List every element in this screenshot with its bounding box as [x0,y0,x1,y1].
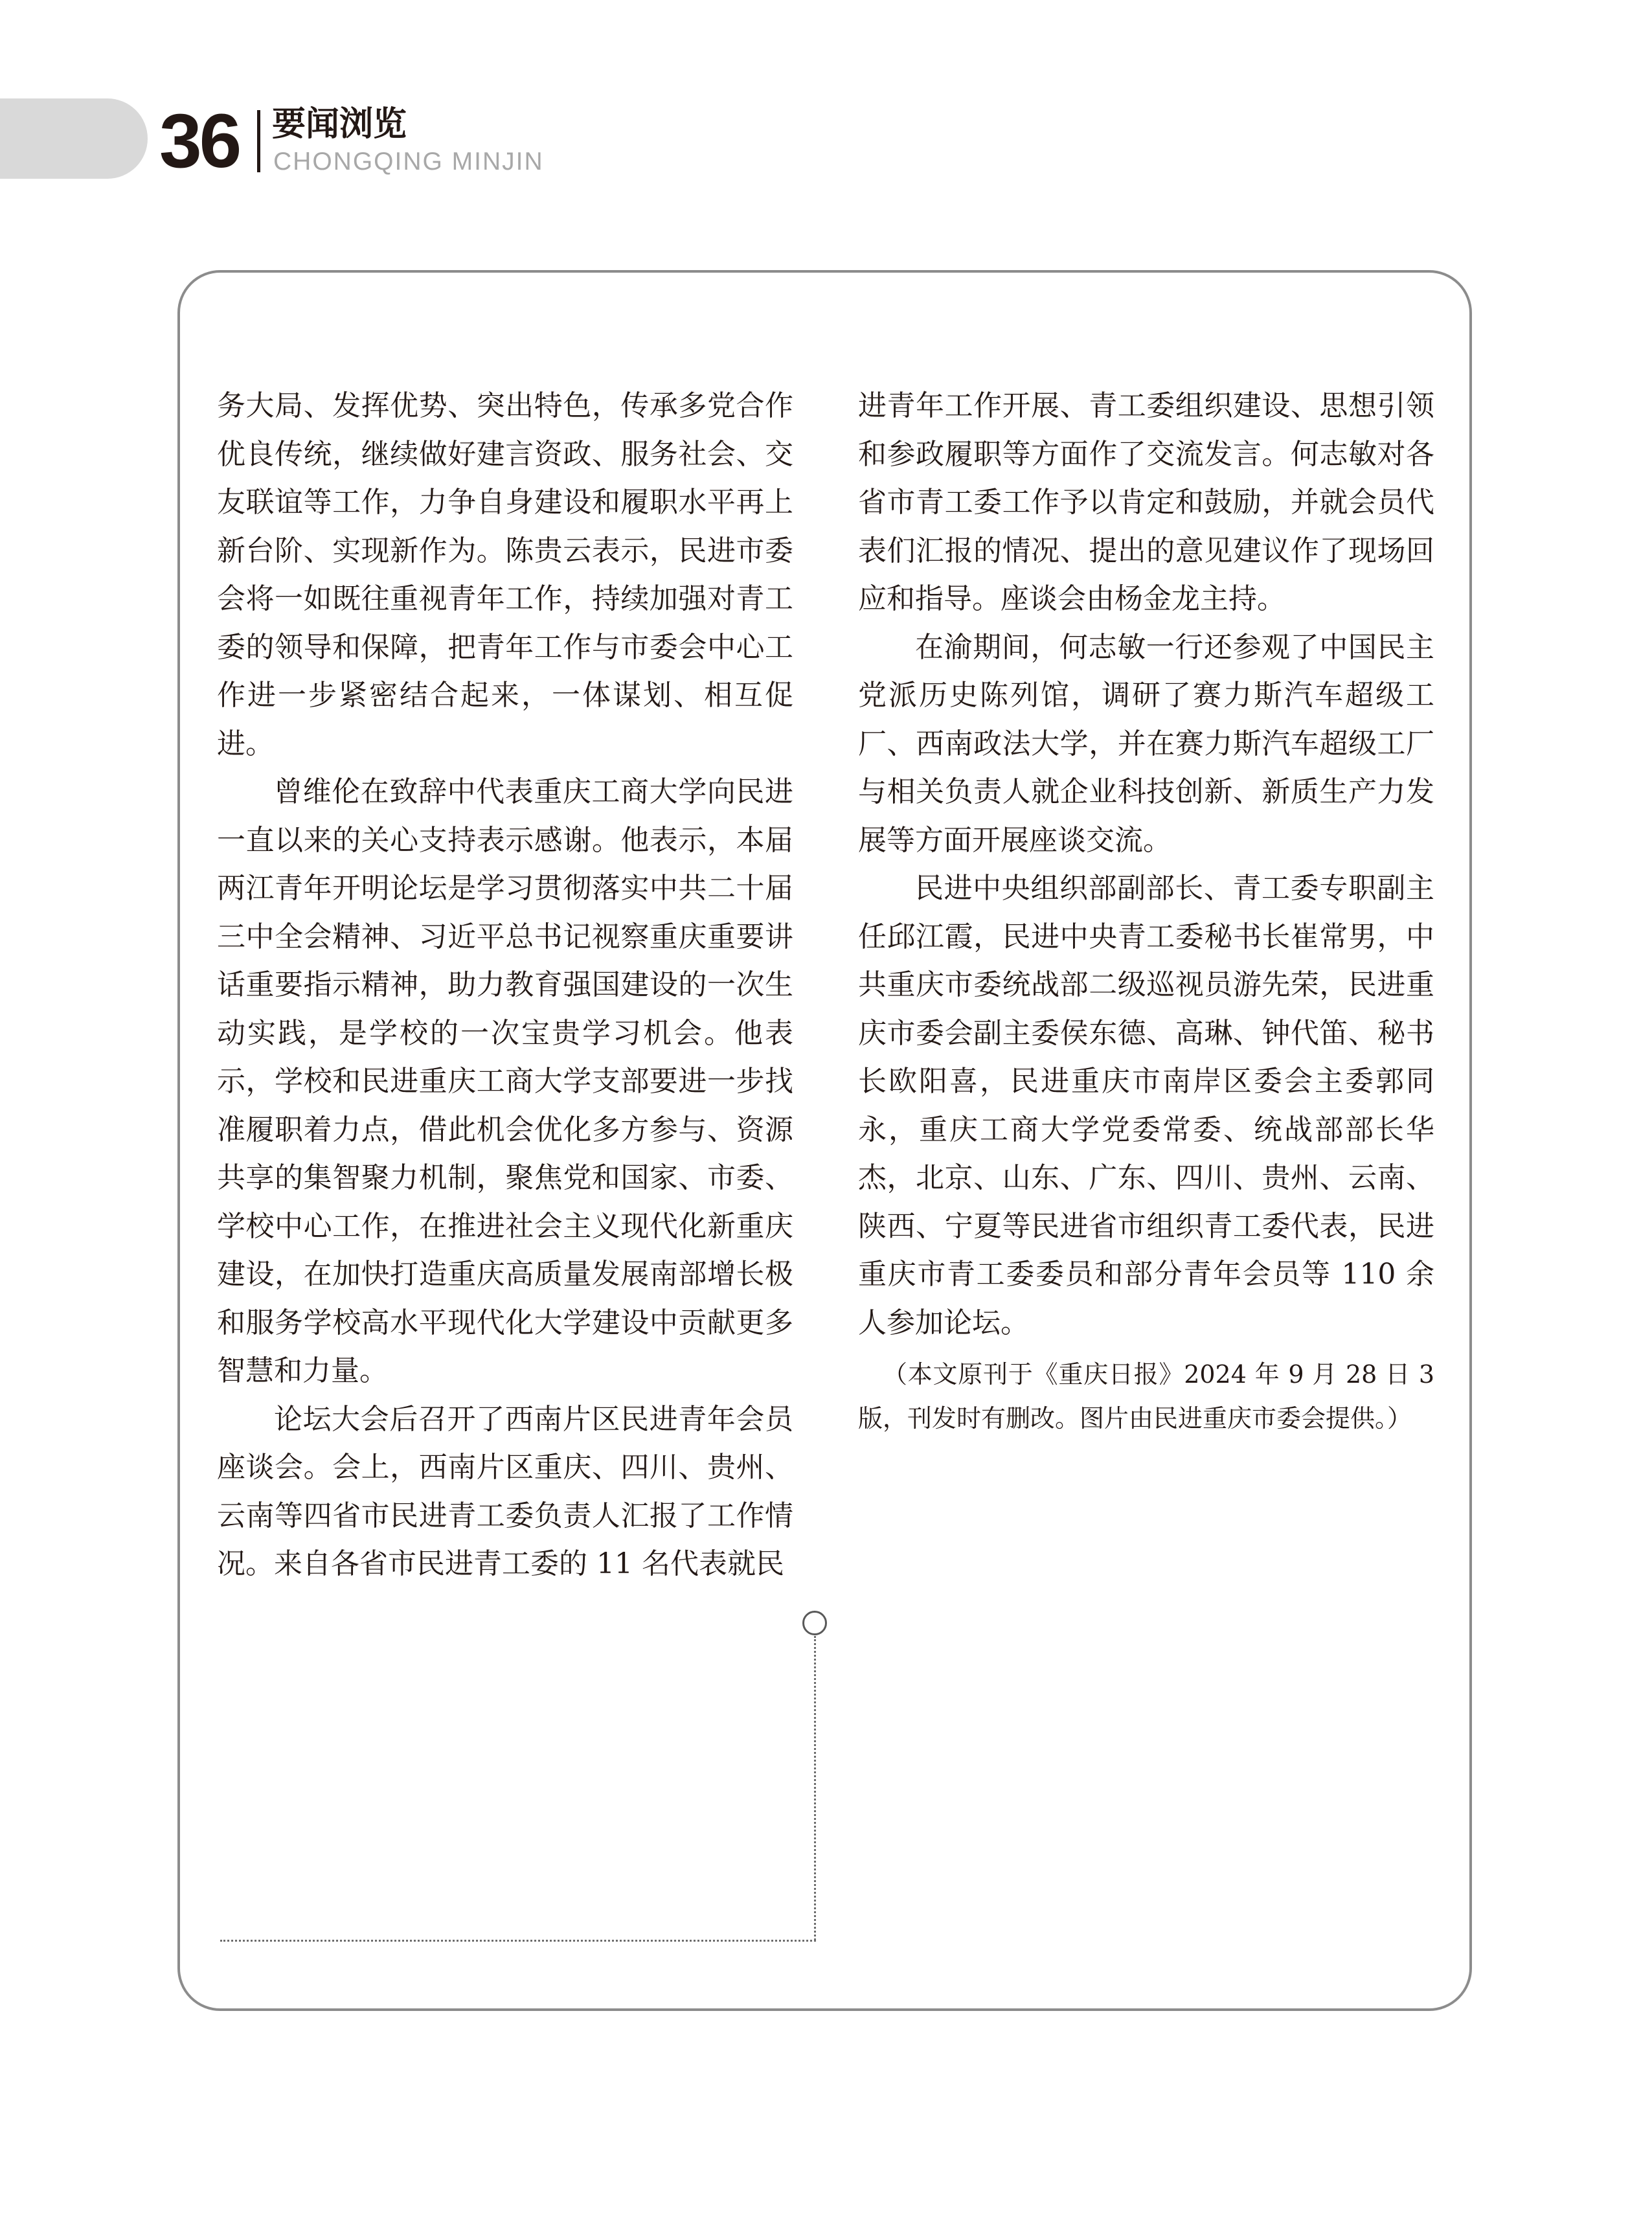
section-subtitle: CHONGQING MINJIN [273,148,544,176]
source-note: （本文原刊于《重庆日报》2024 年 9 月 28 日 3 版，刊发时有删改。图片由民进重庆市委会提供。） [858,1360,1434,1433]
paragraph: 务大局、发挥优势、突出特色，传承多党合作优良传统，继续做好建言资政、服务社会、交友联谊等工作，力争自身建设和履职水平再上新台阶、实现新作为。陈贵云表示，民进市委会将一如既往重视青年工作，持续加强对青工委的领导和保障，把青年工作与市委会中心工作进一步紧密结合起来，一体谋划、相互促进。 [217,389,793,760]
decorative-dotted-line-horizontal [220,1940,816,1942]
paragraph: 曾维伦在致辞中代表重庆工商大学向民进一直以来的关心支持表示感谢。他表示，本届两江青年开明论坛是学习贯彻落实中共二十届三中全会精神、习近平总书记视察重庆重要讲话重要指示精神，助力教育强国建设的一次生动实践，是学校的一次宝贵学习机会。他表示，学校和民进重庆工商大学支部要进一步找准履职着力点，借此机会优化多方参与、资源共享的集智聚力机制，聚焦党和国家、市委、学校中心工作，在推进社会主义现代化新重庆建设，在加快打造重庆高质量发展南部增长极和服务学校高水平现代化大学建设中贡献更多智慧和力量。 [217,775,793,1387]
paragraph: 进青年工作开展、青工委组织建设、思想引领和参政履职等方面作了交流发言。何志敏对各省市青工委工作予以肯定和鼓励，并就会员代表们汇报的情况、提出的意见建议作了现场回应和指导。座谈会由杨金龙主持。 [858,389,1434,615]
decorative-circle [802,1611,827,1635]
paragraph: 论坛大会后召开了西南片区民进青年会员座谈会。会上，西南片区重庆、四川、贵州、云南等四省市民进青工委负责人汇报了工作情况。来自各省市民进青工委的 11 名代表就民 [217,1402,793,1580]
header-tab [0,98,148,179]
page-number: 36 [159,98,240,184]
header-divider [257,110,260,172]
decorative-dotted-line-vertical [814,1636,816,1940]
paragraph: 民进中央组织部副部长、青工委专职副主任邱江霞，民进中央青工委秘书长崔常男，中共重庆市委统战部二级巡视员游先荣，民进重庆市委会副主委侯东德、高琳、钟代笛、秘书长欧阳喜，民进重庆市南岸区委会主委郭同永，重庆工商大学党委常委、统战部部长华杰，北京、山东、广东、四川、贵州、云南、陕西、宁夏等民进省市组织青工委代表，民进重庆市青工委委员和部分青年会员等 110 余人参加论坛。 [858,872,1434,1339]
section-title: 要闻浏览 [272,105,407,144]
article-column-right [858,382,1434,1440]
paragraph: 在渝期间，何志敏一行还参观了中国民主党派历史陈列馆，调研了赛力斯汽车超级工厂、西南政法大学，并在赛力斯汽车超级工厂与相关负责人就企业科技创新、新质生产力发展等方面开展座谈交流。 [858,630,1434,857]
article-column-left [217,382,793,1589]
